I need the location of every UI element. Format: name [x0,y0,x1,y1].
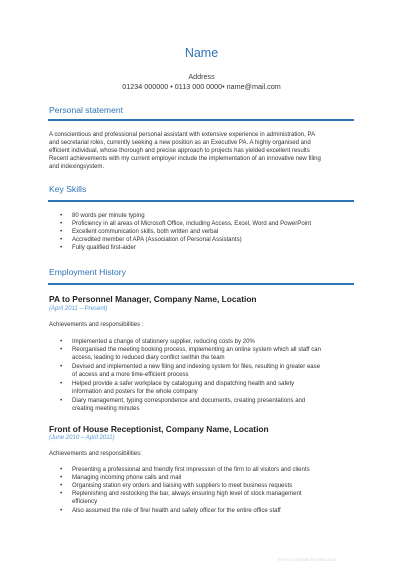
list-item: • Accredited member of APA (Association of Personal Assistants) [60,236,356,244]
list-item [60,474,356,482]
item-line: • Reorganised the meeting booking process, implementing an online system which all staff can [72,347,321,353]
statement-line: A conscientious and professional personal assistant with extensive experience in administration, PA [49,132,316,138]
list-item [60,363,356,380]
item-line: • Presenting a professional and friendly first impression of the firm to all visitors and clients [72,467,310,473]
candidate-name: Name [184,46,219,60]
item-line: efficiency [72,499,98,505]
list-item [60,338,356,346]
list-item: • Fully qualified first-aider [60,244,356,252]
section-divider [48,283,354,285]
list-item [60,346,356,363]
job-dates: (April 2011 – Present) [49,306,108,312]
candidate-contact: 01234 000000 • 0113 000 0000• name@mail.com [122,82,281,91]
section-title-employment: Employment History [49,267,126,277]
statement-line: and indexingsystem. [49,164,105,170]
list-item [60,490,356,507]
item-line: • Helped provide a safer workplace by cataloguing and dispatching health and safety [72,381,295,387]
list-item [60,466,356,474]
item-line: • Organising station ery orders and liaising with suppliers to meet business requests [72,483,293,489]
list-item [60,507,356,515]
achievements-label: Achievements and responsibilities: [49,451,142,457]
item-line: access, leading to reduced diary conflict swithin the team [72,355,225,361]
item-line: • Also assumed the role of fire/ health and safety officer for the entire office staff [72,508,281,514]
achievements-label: Achievements and responsibilities : [49,322,144,328]
item-line: • Managing incoming phone calls and mail [72,475,182,481]
statement-line: efficient individual, whose thorough and precise approach to projects has yielded excellent results [49,148,310,154]
list-item: • Excellent communication skills, both written and verbal [60,228,356,236]
section-title-key-skills: Key Skills [49,184,87,194]
list-item [60,380,356,397]
item-line: of access and a more time-efficient process [72,372,189,378]
section-divider [48,119,354,121]
job-dates: (June 2010 – April 2011) [49,435,115,441]
item-line: • Devised and implemented a new filing and indexing system for files, resulting in greater ease [72,364,321,370]
item-line: • Replenishing and restocking the bar, always ensuring high level of stock management [72,491,302,497]
personal-statement-text [49,131,354,171]
statement-line: Recent achievements with my current employer include the implementation of an innovative new filing [49,156,321,162]
job-title: PA to Personnel Manager, Company Name, Location [49,294,257,304]
key-skills-list [60,212,356,252]
job-title: Front of House Receptionist, Company Name, Location [49,424,269,434]
list-item: • 80 words per minute typing [60,212,356,220]
item-line: • Diary management, typing correspondence and documents, creating presentations and [72,398,306,404]
statement-line: and secretarial roles, currently seeking a new position as an Executive PA. A highly organised and [49,140,311,146]
item-line: • Implemented a change of stationery supplier, reducing costs by 20% [72,339,255,345]
item-line: information and posters for the whole company [72,389,198,395]
candidate-address: Address [188,72,215,81]
list-item: • Proficiency in all areas of Microsoft Office, including Access, Excel, Word and PowerPoint [60,220,356,228]
section-title-personal-statement: Personal statement [49,105,124,115]
item-line: creating meeting minutes [72,406,140,412]
section-divider [48,200,354,202]
watermark-text: free CV template by reed.co.uk [278,557,336,562]
list-item [60,397,356,414]
job-achievements-list [60,466,356,515]
list-item [60,482,356,490]
job-achievements-list [60,338,356,414]
